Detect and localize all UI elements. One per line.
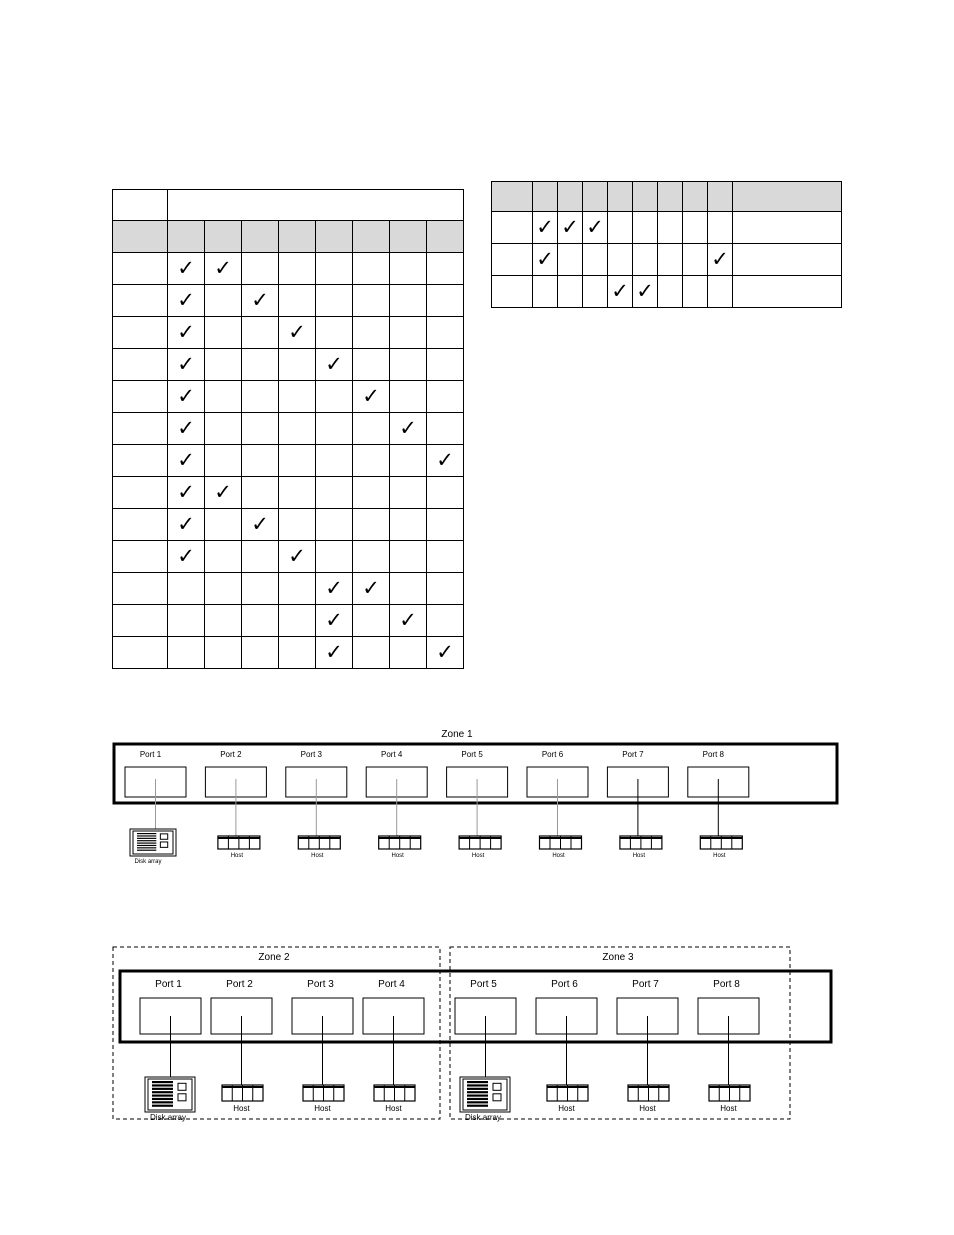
checkmark-icon: ✓	[288, 320, 306, 344]
port-label: Port 4	[381, 750, 403, 759]
host-device	[540, 836, 582, 859]
checkmark-icon: ✓	[251, 288, 269, 312]
checkmark-icon: ✓	[711, 247, 729, 271]
device-label: Host	[391, 853, 404, 859]
port-label: Port 6	[541, 750, 564, 759]
switch-port	[527, 750, 588, 836]
switch-port	[205, 750, 266, 836]
host-device	[379, 836, 421, 859]
device-label: Host	[552, 853, 565, 859]
switch-port	[140, 979, 201, 1086]
switch-port	[698, 979, 759, 1086]
host-device	[298, 836, 340, 859]
checkmark-icon: ✓	[214, 480, 232, 504]
port-label: Port 7	[622, 750, 644, 759]
device-group	[145, 1077, 750, 1122]
checkmark-icon: ✓	[177, 384, 195, 408]
disk-array-device	[130, 829, 176, 865]
checkmark-icon: ✓	[611, 279, 629, 303]
disk-array-device	[145, 1077, 195, 1122]
zone-1-label: Zone 1	[441, 729, 473, 740]
switch-port	[292, 979, 353, 1086]
device-label: Host	[471, 853, 485, 859]
checkmark-icon: ✓	[177, 256, 195, 280]
switch-port	[286, 750, 347, 836]
port-label: Port 8	[713, 979, 740, 990]
switch-port	[688, 750, 749, 836]
zone-2-label: Zone 2	[258, 952, 290, 963]
port-label: Port 3	[307, 979, 334, 990]
port-label: Port 5	[461, 750, 483, 759]
switch-port	[455, 979, 516, 1086]
host-device	[620, 836, 662, 859]
checkmark-icon: ✓	[536, 247, 554, 271]
device-label: Disk array	[149, 1113, 187, 1122]
port-label: Port 8	[702, 750, 724, 759]
disk-array-device	[460, 1077, 510, 1122]
host-device	[709, 1085, 750, 1113]
port-label: Port 2	[226, 979, 253, 990]
checkmark-icon: ✓	[177, 480, 195, 504]
checkmark-icon: ✓	[325, 352, 343, 376]
port-label: Port 6	[551, 979, 578, 990]
zone-diagram-single	[114, 729, 837, 865]
device-label: Disk array	[134, 859, 162, 865]
port-group	[125, 750, 749, 836]
host-device	[459, 836, 501, 859]
checkmark-icon: ✓	[536, 215, 554, 239]
checkmark-icon: ✓	[561, 215, 579, 239]
checkmark-icon: ✓	[399, 608, 417, 632]
port-label: Port 5	[470, 979, 497, 990]
device-label: Host	[639, 1104, 656, 1113]
checkmark-icon: ✓	[177, 416, 195, 440]
port-label: Port 7	[632, 979, 659, 990]
checkmark-icon: ✓	[325, 640, 343, 664]
device-label: Host	[632, 853, 646, 859]
switch-port	[447, 750, 508, 836]
checkmark-icon: ✓	[214, 256, 232, 280]
checkmark-icon: ✓	[636, 279, 654, 303]
host-device	[218, 836, 260, 859]
port-label: Port 4	[378, 979, 405, 990]
checkmark-icon: ✓	[288, 544, 306, 568]
device-label: Host	[385, 1104, 402, 1113]
checkmark-icon: ✓	[325, 576, 343, 600]
checkmark-icon: ✓	[177, 544, 195, 568]
zone-3-label: Zone 3	[602, 952, 634, 963]
port-label: Port 3	[300, 750, 322, 759]
checkmark-icon: ✓	[177, 352, 195, 376]
device-label: Host	[230, 853, 244, 859]
checkmark-icon: ✓	[362, 384, 380, 408]
switch-port	[211, 979, 272, 1086]
checkmark-icon: ✓	[586, 215, 604, 239]
host-device	[547, 1085, 588, 1113]
checkmark-icon: ✓	[177, 288, 195, 312]
checkmark-icon: ✓	[177, 448, 195, 472]
device-label: Host	[311, 853, 324, 859]
zone-diagram-split	[113, 947, 831, 1122]
checkmark-icon: ✓	[251, 512, 269, 536]
checkmark-icon: ✓	[362, 576, 380, 600]
checkmark-icon: ✓	[436, 448, 454, 472]
switch-port	[536, 979, 597, 1086]
port-label: Port 1	[139, 750, 162, 759]
device-group	[130, 829, 742, 865]
switch-port	[363, 979, 424, 1086]
checkmark-icon: ✓	[436, 640, 454, 664]
device-label: Host	[314, 1104, 331, 1113]
checkmark-icon: ✓	[325, 608, 343, 632]
device-label: Host	[720, 1104, 737, 1113]
device-label: Host	[558, 1104, 575, 1113]
host-device	[222, 1085, 263, 1113]
device-label: Host	[713, 853, 726, 859]
host-device	[628, 1085, 669, 1113]
switch-port	[125, 750, 186, 836]
port-label: Port 1	[155, 979, 182, 990]
host-device	[303, 1085, 344, 1113]
device-label: Disk array	[464, 1113, 502, 1122]
switch-port	[366, 750, 427, 836]
host-device	[374, 1085, 415, 1113]
port-label: Port 2	[220, 750, 242, 759]
checkmark-icon: ✓	[399, 416, 417, 440]
checkmark-icon: ✓	[177, 512, 195, 536]
checkmark-icon: ✓	[177, 320, 195, 344]
switch-port	[617, 979, 678, 1086]
switch-port	[607, 750, 668, 836]
device-label: Host	[233, 1104, 250, 1113]
host-device	[700, 836, 742, 859]
